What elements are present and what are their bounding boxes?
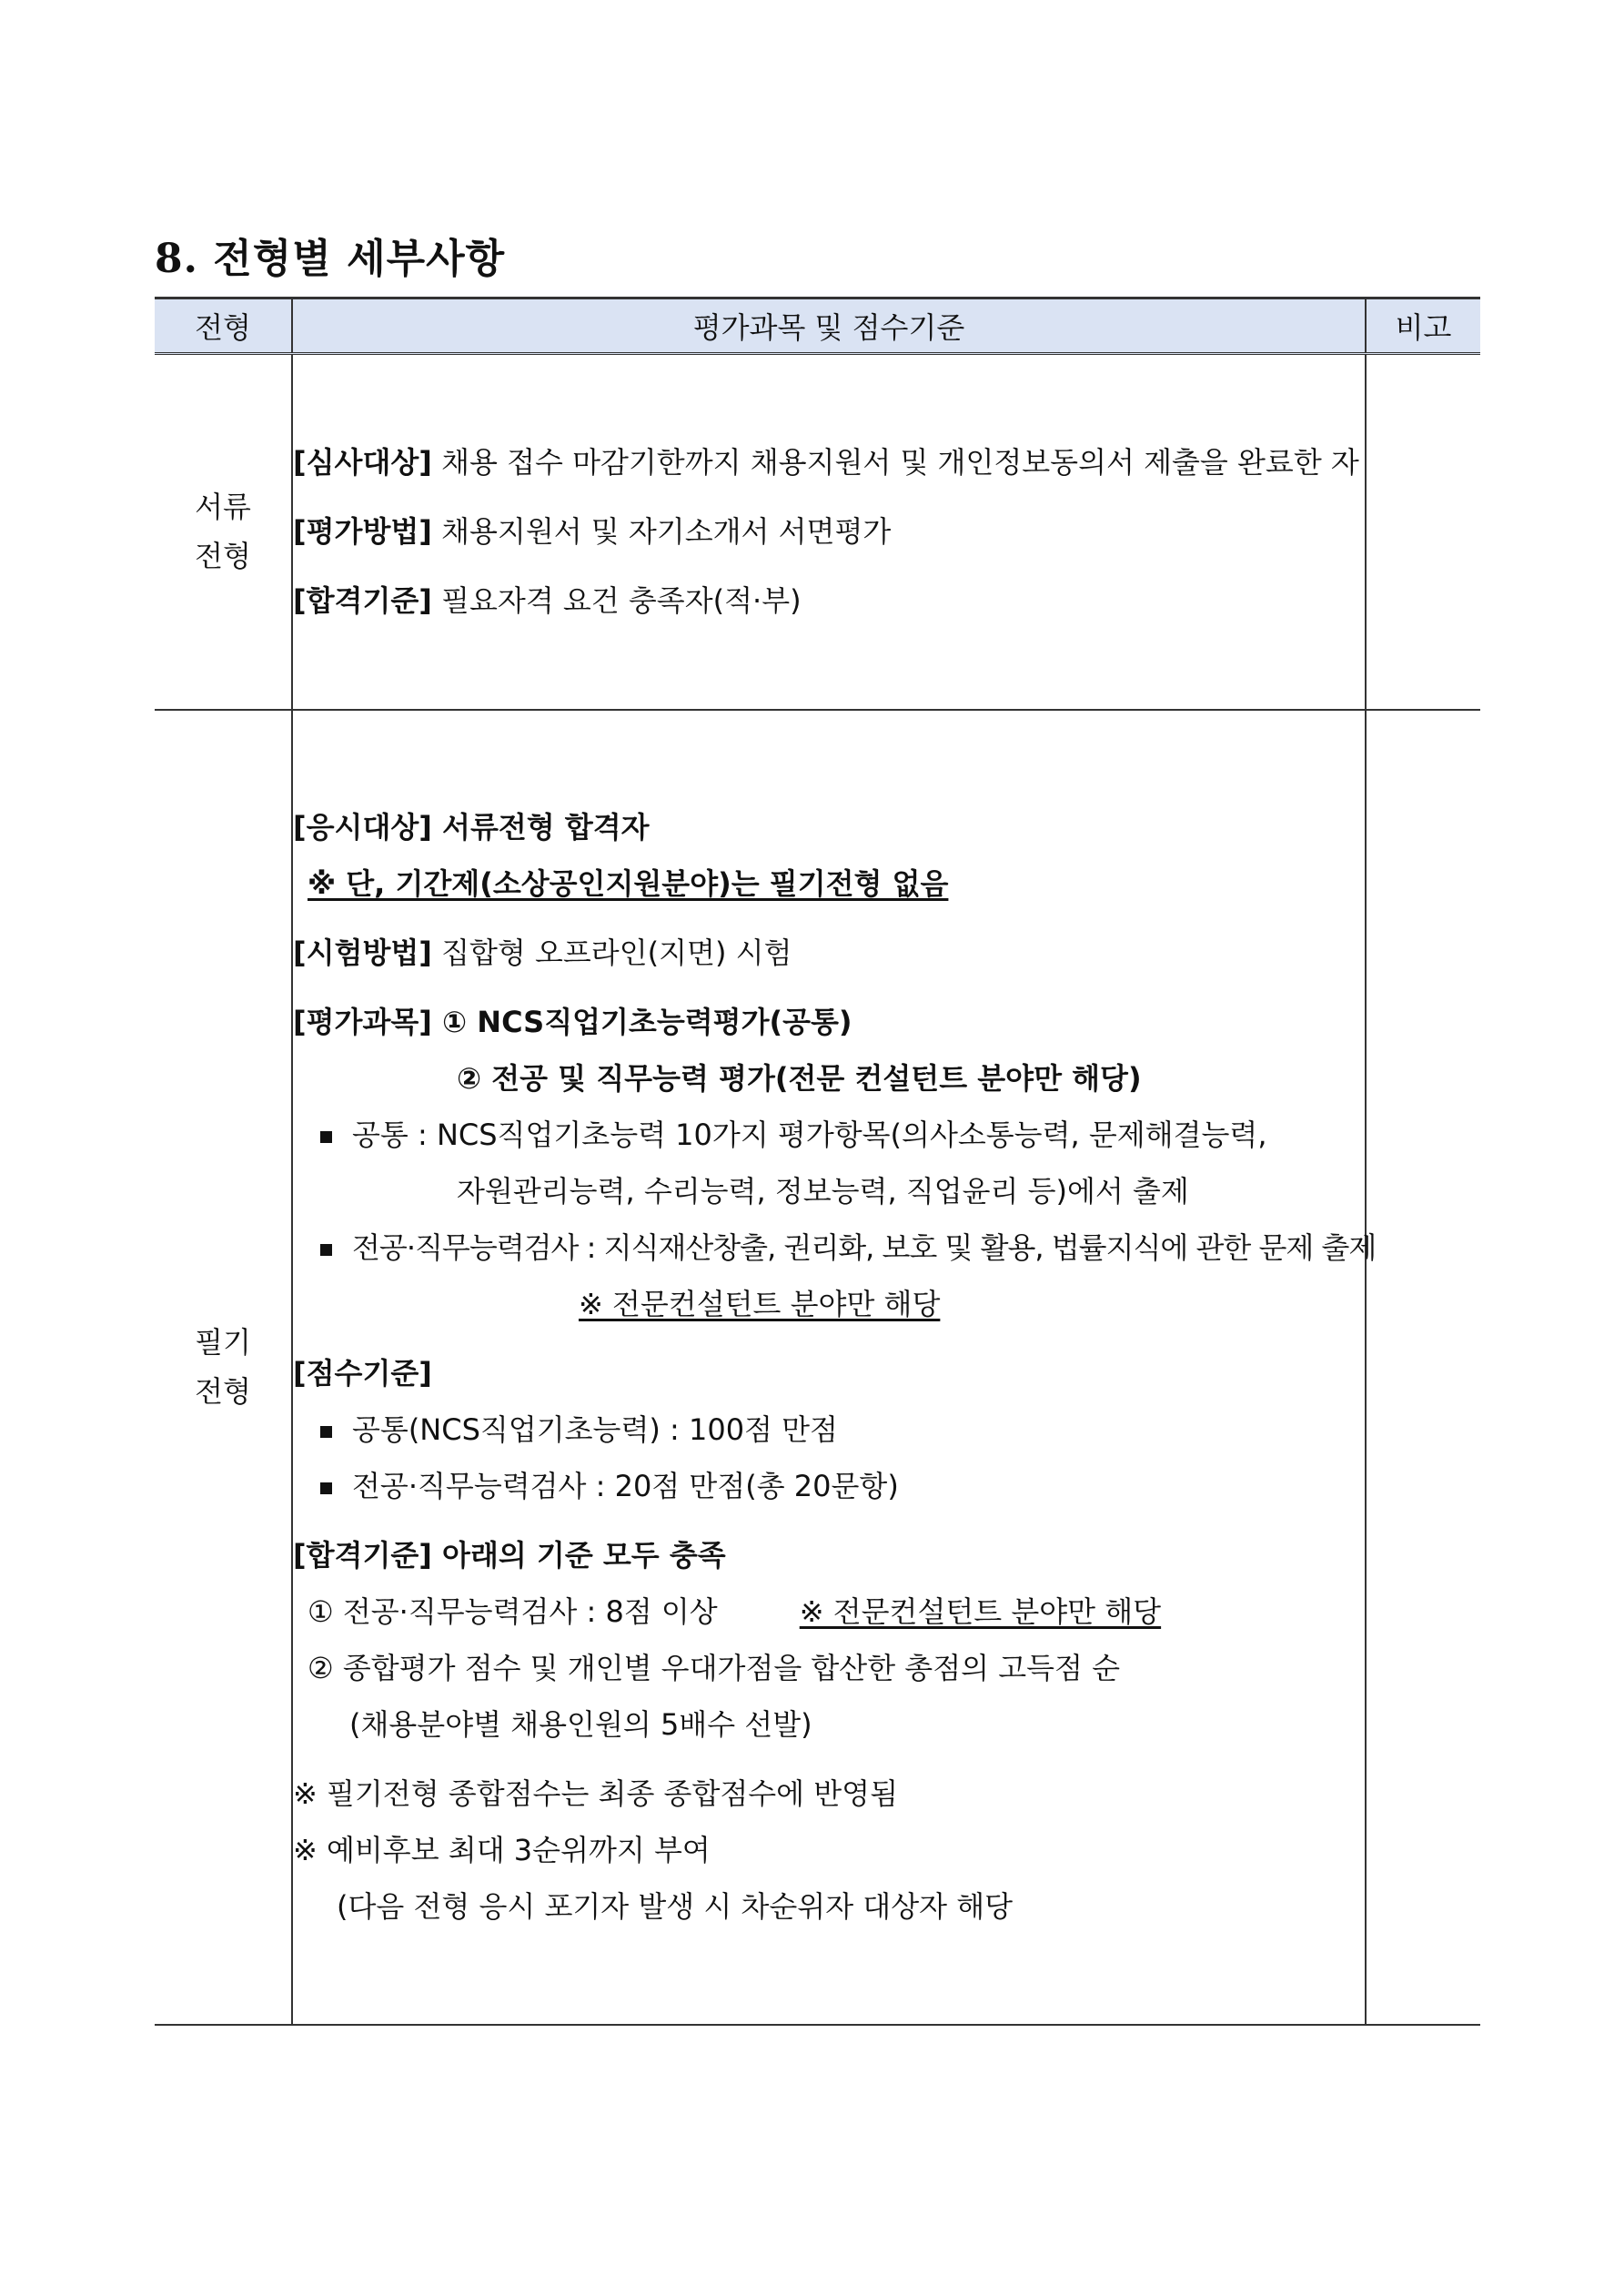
score-major: 전공·직무능력검사 : 20점 만점(총 20문항) [352,1469,899,1503]
pass-key: [합격기준] [293,1538,432,1573]
square-bullet-icon [320,1482,332,1494]
pass-item-2: ② 종합평가 점수 및 개인별 우대가점을 합산한 총점의 고득점 순 [308,1651,1121,1685]
list-item-score-major [293,1458,1365,1514]
pass-item-2-sub-line [293,1696,1365,1753]
doc-method-line [293,503,1365,560]
common-text-1: 공통 : NCS직업기초능력 10가지 평가항목(의사소통능력, 문제해결능력, [352,1118,1267,1152]
square-bullet-icon [320,1244,332,1256]
pass-item-1-note: ※ 전문컨설턴트 분야만 해당 [799,1594,1162,1629]
subject-1: ① NCS직업기초능력평가(공통) [431,1005,852,1039]
pass-item-1: ① 전공·직무능력검사 : 8점 이상 [308,1594,718,1629]
major-note: ※ 전문컨설턴트 분야만 해당 [579,1287,941,1321]
doc-method-key: [평가방법] [293,514,432,550]
score-key-line [293,1345,1365,1401]
pass-item-1-line [293,1583,1365,1640]
eligible-note: ※ 단, 기간제(소상공인지원분야)는 필기전형 없음 [308,866,949,901]
selection-details-table [155,297,1480,2026]
note-2-line [293,1822,1365,1878]
list-item-major [293,1219,1377,1276]
table-header-row [155,298,1480,354]
doc-method-value: 채용지원서 및 자기소개서 서면평가 [431,514,892,550]
pass-item-2-sub: (채용분야별 채용인원의 5배수 선발) [349,1707,812,1742]
stage-label-line: 필기 [195,1325,251,1360]
stage-label-line: 전형 [195,1374,251,1409]
eligible-value: 서류전형 합격자 [431,810,650,845]
note-2-sub-line [293,1878,1365,1935]
note-1: ※ 필기전형 종합점수는 최종 종합점수에 반영됨 [293,1776,899,1811]
stage-label-document [155,354,292,710]
header-criteria: 평가과목 및 점수기준 [292,298,1366,354]
common-text-2: 자원관리능력, 수리능력, 정보능력, 직업윤리 등)에서 출제 [457,1174,1189,1209]
doc-pass-key: [합격기준] [293,583,432,619]
written-stage-remarks [1366,710,1480,2025]
written-stage-criteria [292,710,1377,2025]
eligible-line [293,799,1365,855]
pass-value: 아래의 기준 모두 충족 [431,1538,726,1573]
exam-method-key: [시험방법] [293,936,432,970]
major-note-line [293,1276,1365,1332]
header-stage: 전형 [155,298,292,354]
note-2-sub: (다음 전형 응시 포기자 발생 시 차순위자 대상자 해당 [337,1889,1014,1924]
doc-target-line [293,434,1365,491]
subject-2: ② 전공 및 직무능력 평가(전문 컨설턴트 분야만 해당) [457,1061,1142,1096]
table-row-document-stage [155,354,1480,710]
stage-label-written [155,710,292,2025]
subjects-key: [평가과목] [293,1005,432,1039]
square-bullet-icon [320,1426,332,1438]
document-stage-remarks [1366,354,1480,710]
score-common: 공통(NCS직업기초능력) : 100점 만점 [352,1412,838,1447]
pass-criteria-line [293,1527,1365,1583]
note-2: ※ 예비후보 최대 3순위까지 부여 [293,1833,711,1867]
note-1-line [293,1765,1365,1822]
stage-label-line: 전형 [195,539,251,574]
stage-label-line: 서류 [195,490,251,525]
list-item-score-common [293,1401,1365,1458]
doc-pass-line [293,572,1365,629]
header-remarks: 비고 [1366,298,1480,354]
square-bullet-icon [320,1131,332,1143]
eligible-note-line [293,855,1365,912]
major-text: 전공·직무능력검사 : 지식재산창출, 권리화, 보호 및 활용, 법률지식에 관한 문제 출제 [352,1230,1377,1265]
list-item-common-cont [293,1163,1365,1219]
eligible-key: [응시대상] [293,810,432,845]
exam-method-line [293,925,1365,981]
table-row-written-stage [155,710,1480,2025]
doc-target-value: 채용 접수 마감기한까지 채용지원서 및 개인정보동의서 제출을 완료한 자 [431,445,1359,480]
subjects-line [293,994,1365,1050]
score-key: [점수기준] [293,1356,432,1391]
subject-2-line [293,1050,1365,1107]
page-title: 8. 전형별 세부사항 [155,236,506,282]
exam-method-value: 집합형 오프라인(지면) 시험 [431,936,792,970]
doc-pass-value: 필요자격 요건 충족자(적·부) [431,583,802,619]
list-item-common [293,1107,1365,1163]
document-stage-criteria [292,354,1366,710]
pass-item-2-line [293,1640,1365,1696]
doc-target-key: [심사대상] [293,445,432,480]
